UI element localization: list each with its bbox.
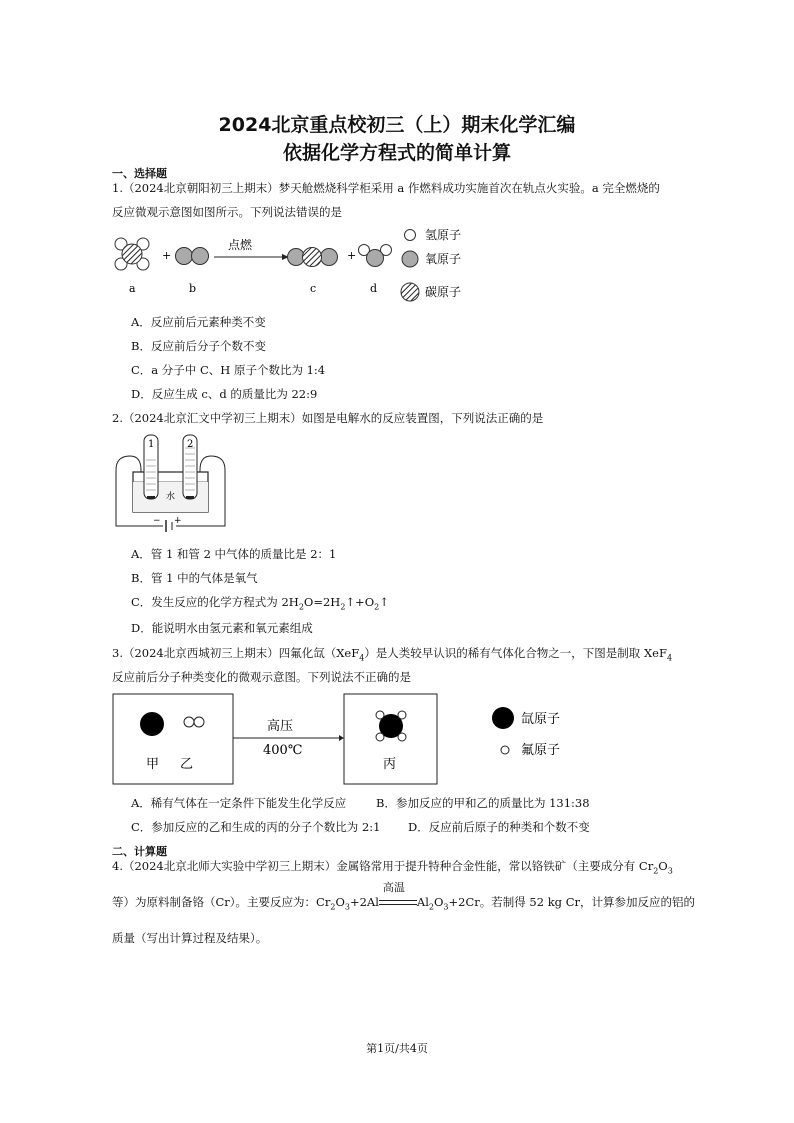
label-jia: 甲: [146, 757, 160, 772]
question-4-text-2: 等）为原料制备铬（Cr）。主要反应为：$Cr_2O_3+2Al$ 高温 $Al_2O_3+2Cr$。若制得 52 kg Cr，计算参加反应的铝的: [112, 881, 695, 912]
question-1-text-2: 反应微观示意图如图所示。下列说法错误的是: [112, 205, 342, 219]
diagram-plus-1: +: [162, 249, 172, 262]
label-bing: 丙: [383, 757, 397, 772]
molecule-b: [176, 248, 209, 265]
q2-option-c: C．发生反应的化学方程式为 $2H_2O=2H_2↑+O_2↑$: [131, 595, 389, 612]
q2-option-b: B．管 1 中的气体是氧气: [131, 571, 258, 585]
section-heading-calc: 二、计算题: [112, 845, 167, 858]
legend-fluorine-atom: [501, 746, 509, 754]
molecule-d: [359, 245, 392, 267]
page-subtitle: 依据化学方程式的简单计算: [282, 142, 511, 164]
legend-xenon-atom: [492, 707, 514, 729]
q3-option-b: B．参加反应的甲和乙的质量比为 131:38: [376, 796, 590, 810]
reaction-condition-equals: 高温: [379, 896, 417, 910]
question-1-text: 1.（2024北京朝阳初三上期末）梦天舱燃烧科学柜采用 a 作燃料成功实施首次在轨点火实验。a 完全燃烧的: [112, 181, 660, 195]
legend-fluorine-label: 氟原子: [521, 743, 561, 758]
molecule-a: [115, 238, 149, 270]
q3-reaction-diagram: [110, 690, 590, 788]
condition-temperature: 400℃: [263, 743, 303, 758]
question-4-text-3: 质量（写出计算过程及结果）。: [112, 931, 268, 945]
battery-plus: +: [174, 516, 182, 526]
q3-option-c: C．参加反应的乙和生成的丙的分子个数比为 2:1: [131, 820, 381, 834]
label-d: d: [370, 282, 378, 295]
tube-2-label: 2: [187, 439, 194, 450]
tube-1-label: 1: [148, 439, 155, 450]
battery-minus: −: [153, 516, 161, 526]
q1-option-c: C．a 分子中 C、H 原子个数比为 1:4: [131, 363, 326, 377]
label-b: b: [189, 282, 197, 295]
legend-carbon-label: 碳原子: [425, 285, 462, 299]
xef4-molecule: [376, 711, 406, 741]
condition-high-pressure: 高压: [267, 719, 294, 734]
section-heading-choice: 一、选择题: [112, 167, 167, 180]
condition-ignite: 点燃: [228, 238, 253, 252]
q1-reaction-diagram: [110, 222, 490, 302]
page-footer: 第1页/共4页: [366, 1042, 428, 1055]
question-3-text-2: 反应前后分子种类变化的微观示意图。下列说法不正确的是: [112, 670, 411, 684]
page-title: 2024北京重点校初三（上）期末化学汇编: [218, 114, 576, 136]
legend-carbon-atom: [401, 283, 419, 301]
q1-option-b: B．反应前后分子个数不变: [131, 339, 266, 353]
question-4-text: 4.（2024北京北师大实验中学初三上期末）金属铬常用于提升特种合金性能，常以铬铁矿（主要成分有 $Cr_2O_3$: [112, 859, 673, 876]
question-3-text: 3.（2024北京西城初三上期末）四氟化氙（XeF$_4$）是人类较早认识的稀有气体化合物之一，下图是制取 XeF$_4$: [112, 646, 673, 663]
molecule-c: [288, 248, 338, 267]
legend-hydrogen-atom: [405, 230, 416, 241]
legend-hydrogen-label: 氢原子: [425, 228, 462, 242]
diagram-plus-2: +: [347, 249, 357, 262]
q3-option-a: A．稀有气体在一定条件下能发生化学反应: [131, 796, 347, 810]
q2-option-d: D．能说明水由氢元素和氧元素组成: [131, 621, 313, 635]
electrolysis-apparatus: [108, 430, 233, 535]
xenon-atom-reactant: [140, 712, 164, 736]
water-label: 水: [166, 492, 176, 502]
question-2-text: 2.（2024北京汇文中学初三上期末）如图是电解水的反应装置图，下列说法正确的是: [112, 411, 544, 425]
q1-option-d: D．反应生成 c、d 的质量比为 22:9: [131, 387, 318, 401]
q3-option-d: D．反应前后原子的种类和个数不变: [408, 820, 590, 834]
label-c: c: [310, 282, 317, 295]
q1-option-a: A．反应前后元素种类不变: [131, 315, 266, 329]
q2-option-a: A．管 1 和管 2 中气体的质量比是 2：1: [131, 547, 337, 561]
label-a: a: [129, 282, 136, 295]
legend-oxygen-label: 氧原子: [425, 252, 462, 266]
label-yi: 乙: [180, 757, 194, 772]
reaction-arrowhead-q3: [339, 735, 344, 741]
legend-xenon-label: 氙原子: [521, 712, 561, 727]
legend-oxygen-atom: [402, 251, 418, 267]
